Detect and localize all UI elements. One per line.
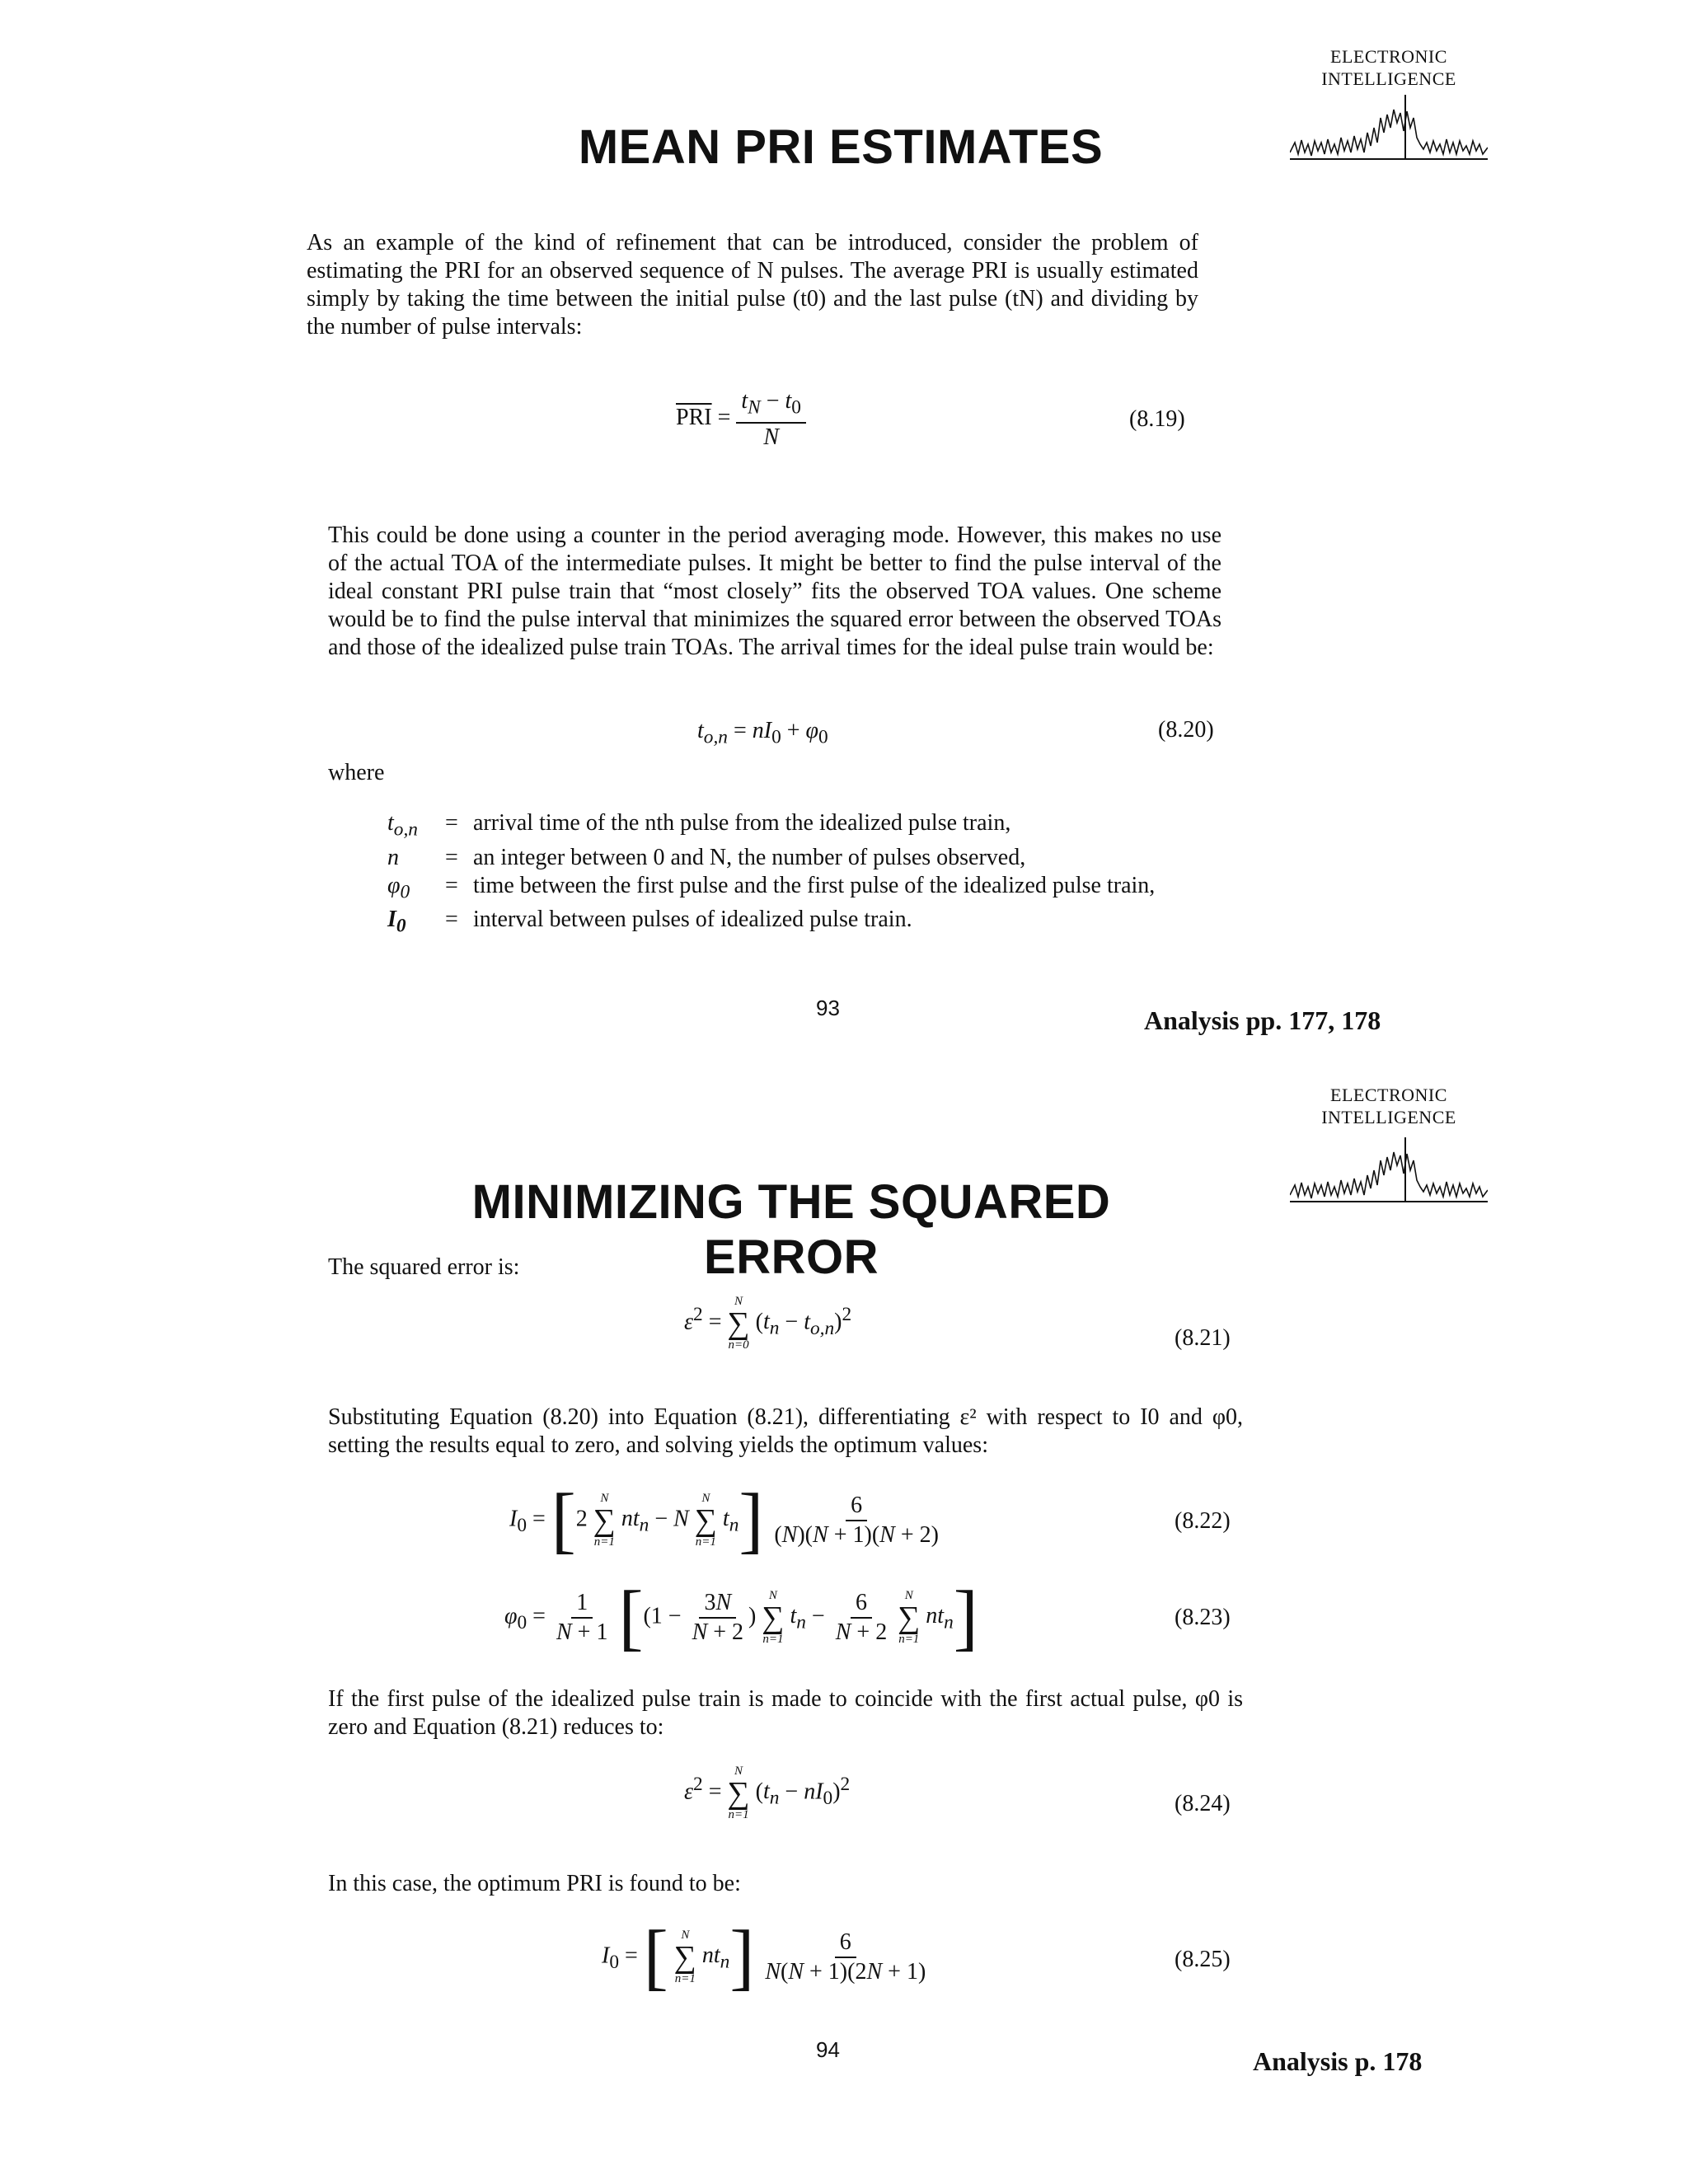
slide2-para1: Substituting Equation (8.20) into Equation (8.21), differentiating ε² with respect to I0 and φ0, setting the results equal to zero, and solving yields the optimum values: [328,1404,1243,1458]
signal-waveform-icon [1290,95,1488,161]
equation-8-22: $I_0 = [2$ N ∑ n=1 $nt_n - N$ N ∑ n=1 $t_n$] $\frac{6}{(N)(N + 1)(N + 2)}$ [509,1479,939,1561]
slide2-intro: The squared error is: [328,1254,520,1280]
definition-text: time between the first pulse and the first pulse of the idealized pulse train, [473,872,1156,898]
equals-sign: = [445,907,458,933]
symbol-phi-0: $\varphi_0$ [387,872,410,903]
slide1-title: MEAN PRI ESTIMATES [578,120,1104,174]
slide2-para3: In this case, the optimum PRI is found to be: [328,1871,741,1896]
definition-item [387,809,1221,844]
reference-analysis-178: Analysis p. 178 [1253,2046,1423,2076]
page-number-94: 94 [816,2037,840,2062]
definition-text: interval between pulses of idealized pulse train. [473,907,912,933]
eq-number-8-24: (8.24) [1175,1791,1231,1816]
eq-number-8-23: (8.23) [1175,1605,1231,1630]
header-tag-line1: ELECTRONIC [1330,1085,1447,1105]
definition-text: an integer between 0 and N, the number of pulses observed, [473,844,1026,870]
eq-number-8-19: (8.19) [1129,406,1185,432]
equation-8-23: $\varphi_0$ = $\frac{1}{N + 1}$ [(1 − $\frac{3N}{N + 2}$ ) N ∑ n=1 $t_n$ − $\frac{6}{N + 2}$ N ∑ n=1 $nt_n$] [504,1577,978,1658]
equals-sign: = [445,844,458,870]
symbol-I-0: $I_0$ [387,907,406,937]
symbol-t-o-n: $t_{o,n}$ [387,810,418,841]
definitions-list [387,809,1221,940]
definition-item [387,844,1221,872]
eq-number-8-22: (8.22) [1175,1508,1231,1534]
header-tag [1302,1084,1475,1128]
equals-sign: = [445,810,458,836]
equation-8-19: $\overline{PRI}$ = $\frac{t_N - t_0}{N}$ [676,387,806,452]
definition-item [387,906,1221,940]
header-tag-line2: INTELLIGENCE [1321,68,1456,89]
reference-analysis-177-178: Analysis pp. 177, 178 [1144,1005,1381,1035]
slide1-para1: As an example of the kind of refinement that can be introduced, consider the problem of estimating the PRI for an observed sequence of N pulses. The average PRI is usually estimated simply by taking the time between the initial pulse (t0) and the last pulse (tN) and dividing by the number of pulse intervals: [307,230,1198,340]
eq-number-8-25: (8.25) [1175,1947,1231,1972]
eq-number-8-21: (8.21) [1175,1325,1231,1351]
equation-8-21: $\varepsilon^2$ = N ∑ n=0 $(t_n - t_{o,n})^2$ [684,1295,852,1352]
definition-text: arrival time of the nth pulse from the idealized pulse train, [473,810,1011,836]
header-tag-line1: ELECTRONIC [1330,46,1447,67]
eq-number-8-20: (8.20) [1158,717,1214,743]
header-tag-line2: INTELLIGENCE [1321,1107,1456,1127]
definition-item [387,872,1221,907]
page-number-93: 93 [816,996,840,1020]
slide2-para2: If the first pulse of the idealized pulse train is made to coincide with the first actual pulse, φ0 is zero and Equation (8.21) reduces to: [328,1686,1243,1740]
signal-waveform-icon [1290,1137,1488,1203]
slide1-para2: This could be done using a counter in the period averaging mode. However, this makes no use of the actual TOA of the intermediate pulses. It might be better to find the pulse interval of the ideal constant PRI pulse train that “most closely” fits the observed TOA values. One scheme would be to find the pulse interval that minimizes the squared error between the observed TOAs and those of the idealized pulse train TOAs. The arrival times for the ideal pulse train would be: [328,523,1221,660]
header-tag [1302,45,1475,90]
equation-8-24: $\varepsilon^2$ = N ∑ n=1 $(t_n - nI_0)^2$ [684,1765,851,1821]
equals-sign: = [445,872,458,898]
slide2-title: MINIMIZING THE SQUARED ERROR [471,1175,1111,1284]
equation-8-25: $I_0$ = [ N ∑ n=1 $nt_n$] $\frac{6}{N(N + 1)(2N + 1)}$ [602,1916,926,1998]
where-label: where [328,760,385,785]
symbol-n: n [387,844,399,870]
equation-8-20: $t_{o,n} = nI_0 + \varphi_0$ [697,718,828,748]
